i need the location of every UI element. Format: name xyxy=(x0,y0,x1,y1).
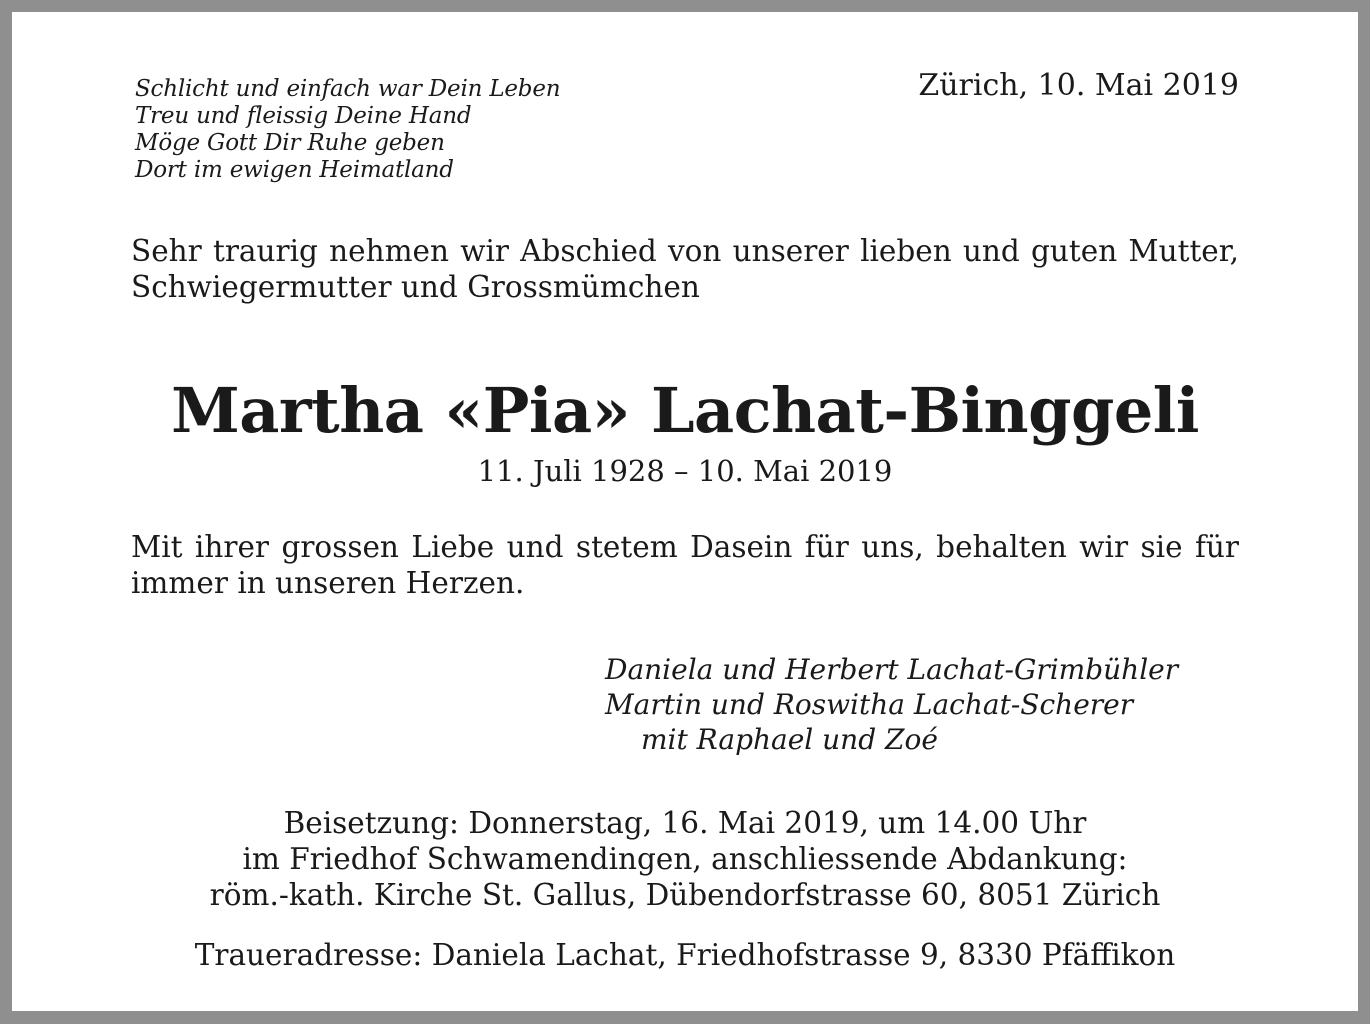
signer-line: Daniela und Herbert Lachat-Grimbühler xyxy=(605,653,1179,686)
mourning-address: Traueradresse: Daniela Lachat, Friedhofstrasse 9, 8330 Pfäffikon xyxy=(194,938,1176,972)
place-and-date: Zürich, 10. Mai 2019 xyxy=(918,68,1239,103)
service-line: im Friedhof Schwamendingen, anschliessende Abdankung: xyxy=(242,842,1128,876)
lifespan-dates: 11. Juli 1928 – 10. Mai 2019 xyxy=(477,454,893,488)
service-line: röm.-kath. Kirche St. Gallus, Dübendorfstrasse 60, 8051 Zürich xyxy=(209,878,1161,912)
memory-statement: Mit ihrer grossen Liebe und stetem Dasein für uns, behalten wir sie für immer in unseren Herzen. xyxy=(131,530,1239,600)
poem-line: Möge Gott Dir Ruhe geben xyxy=(135,130,445,156)
obituary-content xyxy=(131,12,1239,1011)
funeral-service-info xyxy=(131,805,1239,913)
signer-line: Martin und Roswitha Lachat-Scherer xyxy=(605,688,1134,721)
obituary-page xyxy=(12,12,1358,1011)
poem-line: Dort im ewigen Heimatland xyxy=(135,157,454,183)
farewell-intro: Sehr traurig nehmen wir Abschied von unserer lieben und guten Mutter, Schwiegermutter und Grossmümchen xyxy=(131,234,1239,304)
signers-block xyxy=(605,652,1178,757)
deceased-name: Martha «Pia» Lachat-Binggeli xyxy=(171,374,1199,447)
service-line: Beisetzung: Donnerstag, 16. Mai 2019, um 14.00 Uhr xyxy=(283,806,1087,840)
poem-line: Treu und fleissig Deine Hand xyxy=(135,103,472,129)
signer-line: mit Raphael und Zoé xyxy=(641,723,938,756)
poem-line: Schlicht und einfach war Dein Leben xyxy=(135,76,561,102)
memorial-poem xyxy=(135,76,560,184)
